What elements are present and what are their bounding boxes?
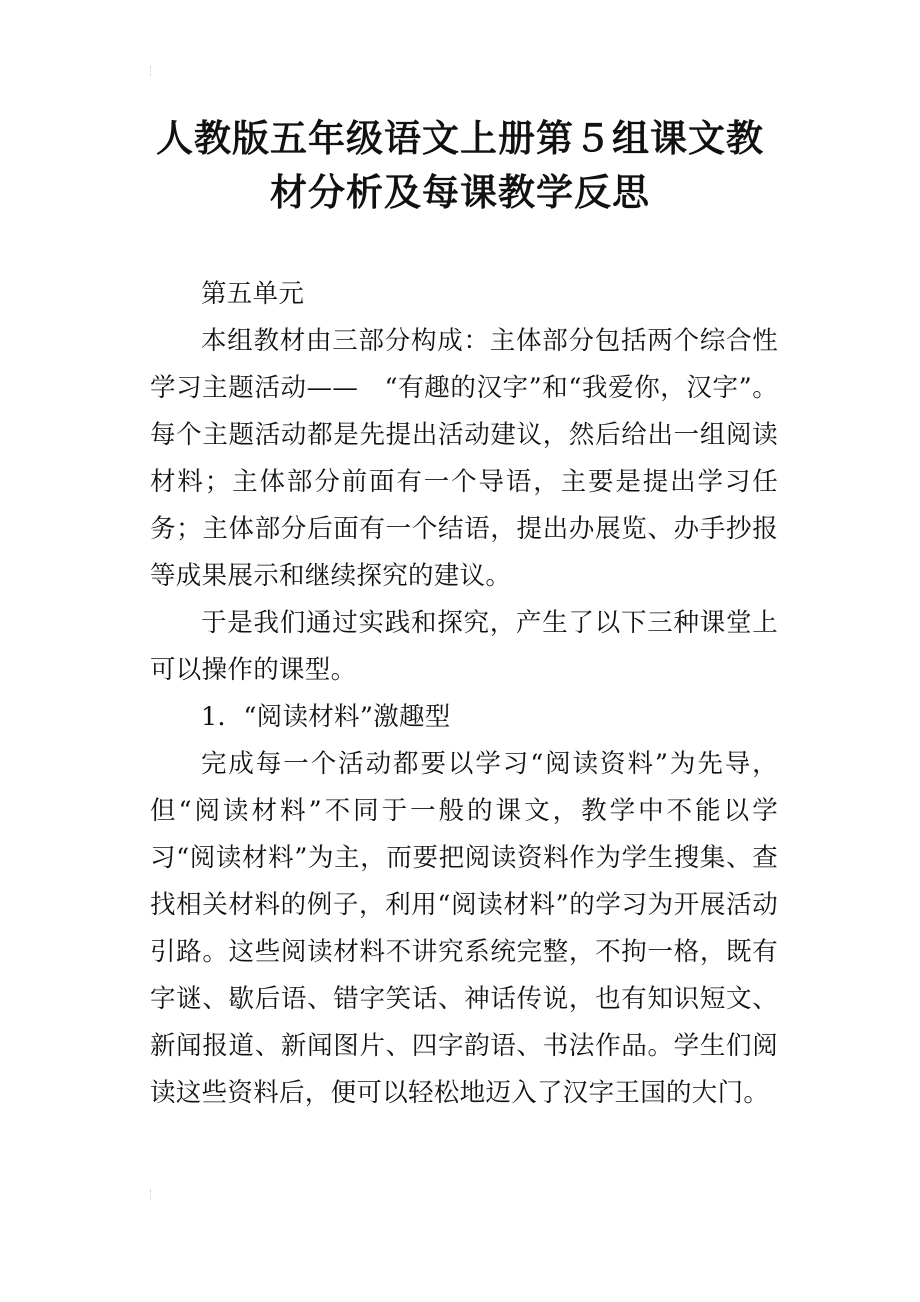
paragraph: 本组教材由三部分构成：主体部分包括两个综合性学习主题活动—— “有趣的汉字”和“我爱你，汉字”。每个主题活动都是先提出活动建议，然后给出一组阅读材料；主体部分前面有一个导语，主要是提出学习任务；主体部分后面有一个结语，提出办展览、办手抄报等成果展示和继续探究的建议。 [150,326,778,591]
corner-crop-mark [150,1190,157,1200]
paragraph: 于是我们通过实践和探究，产生了以下三种课堂上可以操作的课型。 [150,608,778,685]
unit-heading: 第五单元 [201,279,305,309]
document-body [150,271,778,1117]
document-title: 人教版五年级语文上册第５组课文教材分析及每课教学反思 [156,117,764,214]
corner-crop-mark [150,66,157,76]
section-heading: 1．“阅读材料”激趣型 [201,702,451,732]
paragraph: 完成每一个活动都要以学习“阅读资料”为先导，但“阅读材料”不同于一般的课文，教学中不能以学习“阅读材料”为主，而要把阅读资料作为学生搜集、查找相关材料的例子，利用“阅读材料”的学习为开展活动引路。这些阅读材料不讲究系统完整，不拘一格，既有字谜、歇后语、错字笑话、神话传说，也有知识短文、新闻报道、新闻图片、四字韵语、书法作品。学生们阅读这些资料后，便可以轻松地迈入了汉字王国的大门。 [150,749,778,1108]
